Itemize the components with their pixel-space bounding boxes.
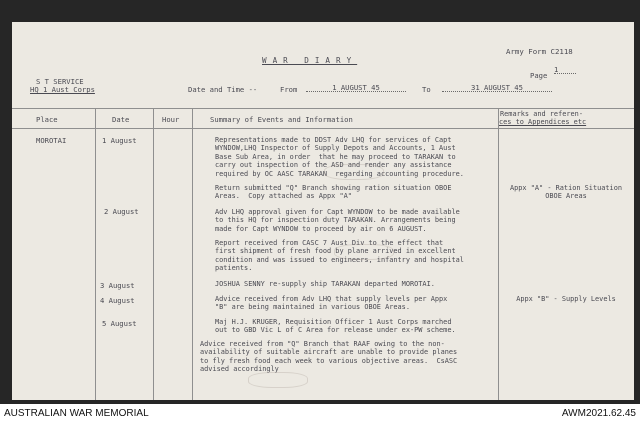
column-header-place: Place	[36, 115, 58, 124]
entry-summary: Advice received from "Q" Branch that RAAF owing to the non- availability of suitable aircraft are unable to provide planes to fly fresh food each week to various objective areas. CsASC advised accordingly	[200, 340, 458, 374]
entry-place: MOROTAI	[36, 136, 67, 145]
column-divider-hour	[192, 108, 193, 400]
entry-summary: Maj H.J. KRUGER, Requisition Officer 1 Aust Corps marched out to GBD Vic L of C Area for release under ex-PW scheme.	[215, 318, 456, 335]
footer-accession-number: AWM2021.62.45	[561, 408, 636, 419]
entry-summary: Report received from CASC 7 Aust Div to the effect that first shipment of fresh food by plane arrived in excellent condition and was issued to engineers, infantry and hospital patients.	[215, 239, 464, 273]
to-date: 31 AUGUST 45	[442, 84, 552, 92]
faint-stamp-mark	[248, 372, 308, 388]
column-divider-place	[95, 108, 96, 400]
page-number: 1	[554, 66, 576, 74]
entry-summary: Representations made to DDST Adv LHQ for services of Capt WYNDOW,LHQ Inspector of Supply Depots and Accounts, 1 Aust Base Sub Area, in order that he may proceed to TARAKAN to carry out inspection of the ASD and render any assistance required by OC AASC TARAKAN regarding accounting procedure.	[215, 136, 464, 178]
unit-line-1: S T SERVICE	[36, 77, 84, 86]
column-header-remarks-line2: ces to Appendices etc	[499, 118, 587, 126]
column-header-summary: Summary of Events and Information	[210, 115, 353, 124]
to-label: To	[422, 85, 431, 94]
entry-date: 1 August	[102, 136, 137, 145]
column-header-hour: Hour	[162, 115, 180, 124]
army-form-label: Army Form C2118	[506, 47, 573, 56]
unit-line-2: HQ 1 Aust Corps	[30, 85, 95, 94]
entry-date: 4 August	[100, 296, 135, 305]
date-time-label: Date and Time --	[188, 85, 258, 94]
footer-credit: AUSTRALIAN WAR MEMORIAL	[4, 408, 149, 419]
entry-summary: Adv LHQ approval given for Capt WYNDOW to be made available to this HQ for inspection duty TARAKAN. Arrangements being made for Capt WYNDOW to proceed by air on 6 AUGUST.	[215, 208, 460, 233]
from-date: 1 AUGUST 45	[306, 84, 406, 92]
entry-summary: JOSHUA SENNY re-supply ship TARAKAN departed MOROTAI.	[215, 280, 435, 288]
war-diary-page	[12, 22, 634, 400]
entry-date: 3 August	[100, 281, 135, 290]
column-divider-date	[153, 108, 154, 400]
page-title: WAR DIARY	[262, 56, 358, 65]
entry-date: 2 August	[104, 207, 139, 216]
column-header-remarks-line1: Remarks and referen-	[500, 110, 583, 118]
table-top-rule	[12, 108, 634, 109]
column-divider-summary	[498, 108, 499, 400]
column-header-date: Date	[112, 115, 130, 124]
page-label: Page	[530, 71, 548, 80]
from-label: From	[280, 85, 298, 94]
table-header-rule	[12, 128, 634, 129]
faint-stamp-mark	[334, 244, 394, 260]
entry-remarks: Appx "A" - Ration Situation OBOE Areas	[509, 184, 622, 201]
faint-stamp-mark	[324, 164, 384, 180]
entry-remarks: Appx "B" - Supply Levels	[516, 295, 616, 303]
entry-summary: Advice received from Adv LHQ that supply levels per Appx "B" are being maintained in various OBOE Areas.	[215, 295, 448, 312]
entry-summary: Return submitted "Q" Branch showing ration situation OBOE Areas. Copy attached as Appx "A"	[215, 184, 452, 201]
entry-date: 5 August	[102, 319, 137, 328]
